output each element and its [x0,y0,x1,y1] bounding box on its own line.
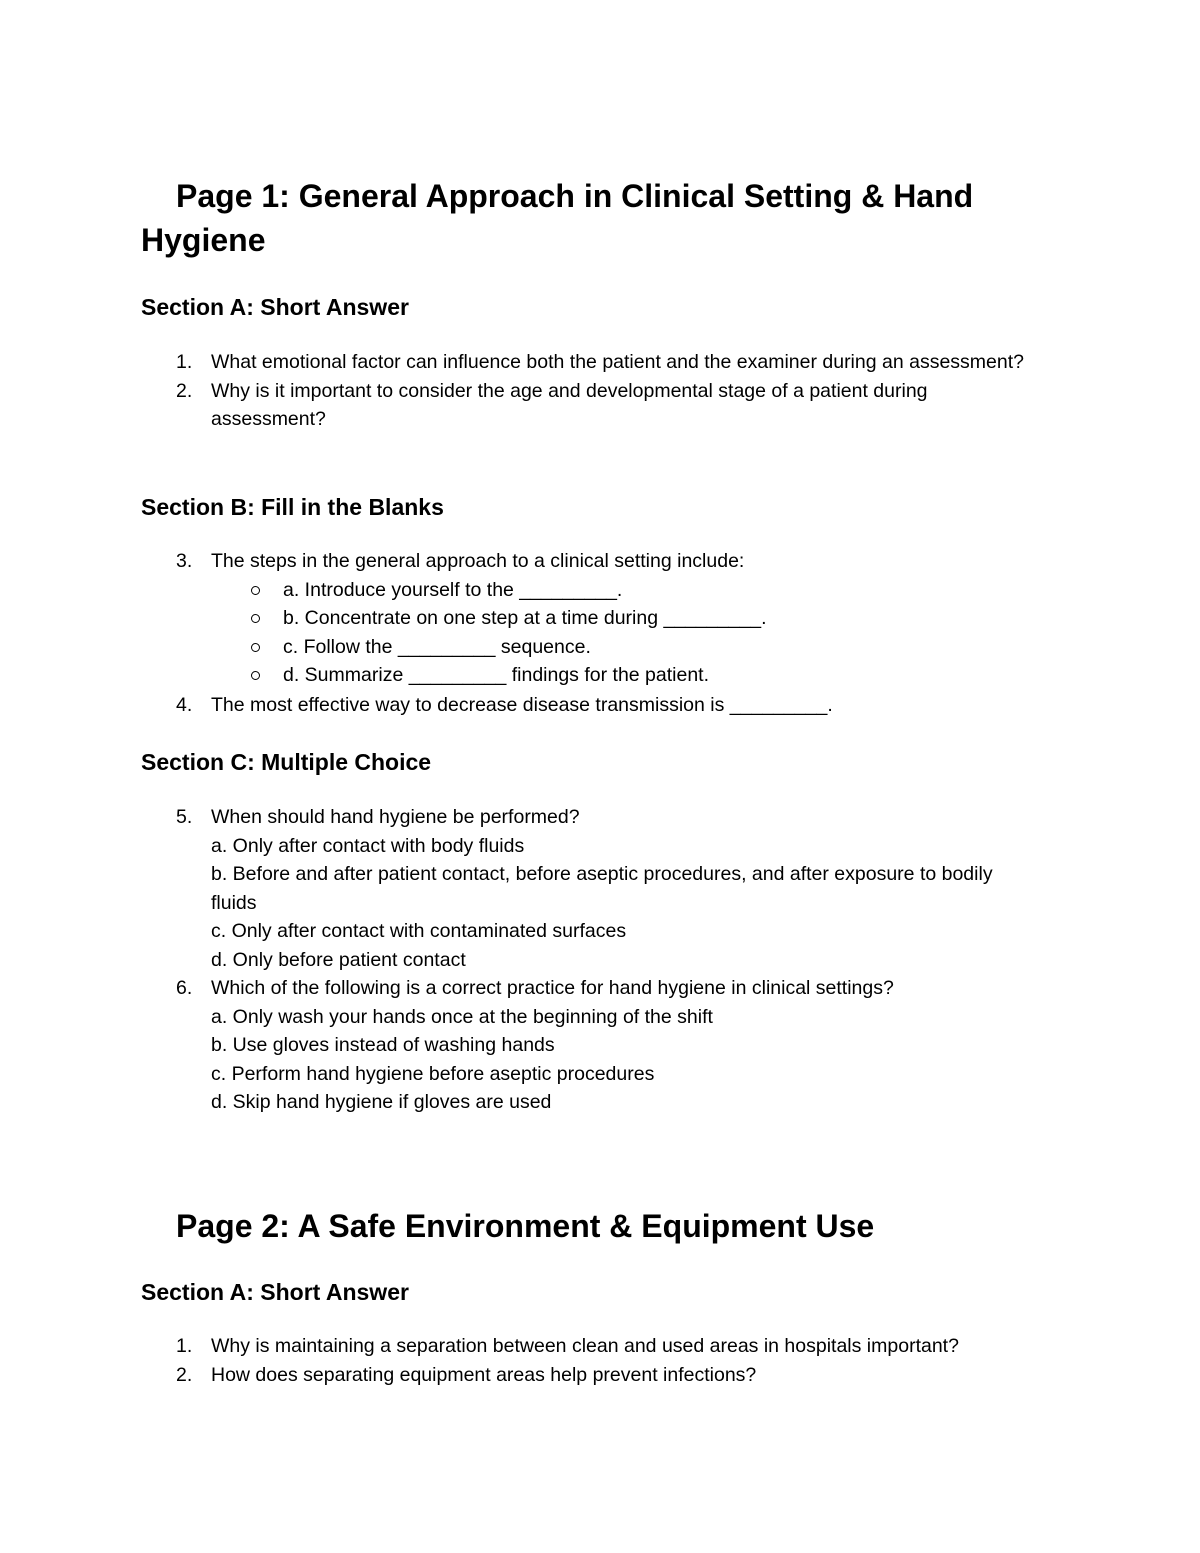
hollow-bullet-icon [251,614,260,623]
question-3 [141,547,1041,576]
page1-section-b-list [141,547,1041,719]
question-5 [141,803,1041,974]
question-number: 1. [176,351,193,373]
page1-section-c-list [141,803,1041,1117]
option-c: c. Perform hand hygiene before aseptic procedures [211,1062,655,1085]
question-4 [141,691,1041,720]
page2-section-a-heading: Section A: Short Answer [141,1279,409,1305]
blank-item-c [141,633,1041,662]
question-number: 3. [176,550,193,572]
page1-title: Page 1: General Approach in Clinical Setting & Hand Hygiene [141,178,974,258]
question-text: Why is maintaining a separation between clean and used areas in hospitals important? [211,1335,959,1357]
blank-item-text: b. Concentrate on one step at a time during _________. [283,607,767,629]
option-a: a. Only wash your hands once at the beginning of the shift [211,1005,713,1028]
page1-section-b-heading: Section B: Fill in the Blanks [141,494,444,520]
question-number: 4. [176,693,193,716]
question-number: 1. [176,1335,193,1357]
blank-item-a [141,576,1041,605]
page1-section-a-list [141,348,1041,434]
question-text: What emotional factor can influence both the patient and the examiner during an assessment? [211,351,1024,373]
question-text: When should hand hygiene be performed? [211,806,580,828]
page2-question-2 [141,1361,1041,1390]
question-number: 2. [176,379,193,402]
question-2 [141,377,1041,434]
question-number: 6. [176,977,193,999]
blank-item-text: a. Introduce yourself to the _________. [283,578,623,601]
question-6 [141,974,1041,1117]
option-b: b. Use gloves instead of washing hands [211,1034,555,1056]
option-c: c. Only after contact with contaminated surfaces [211,920,627,942]
question-1 [141,348,1041,377]
blank-item-b [141,604,1041,633]
page2-question-1 [141,1332,1041,1361]
blank-item-text: d. Summarize _________ findings for the patient. [283,664,710,686]
page2-section-a-list [141,1332,1041,1389]
question-text: The most effective way to decrease disease transmission is _________. [211,693,833,716]
option-a: a. Only after contact with body fluids [211,834,525,857]
option-b: b. Before and after patient contact, before aseptic procedures, and after exposure to bodily fluids [211,863,993,914]
question-text: Why is it important to consider the age and developmental stage of a patient during assessment? [211,379,928,430]
page2-title: Page 2: A Safe Environment & Equipment Use [176,1208,875,1244]
blank-item-d [141,661,1041,690]
question-text: The steps in the general approach to a clinical setting include: [211,550,745,572]
question-text: How does separating equipment areas help prevent infections? [211,1363,757,1386]
option-d: d. Skip hand hygiene if gloves are used [211,1091,552,1113]
question-text: Which of the following is a correct practice for hand hygiene in clinical settings? [211,977,894,999]
question-number: 2. [176,1363,193,1386]
question-number: 5. [176,806,193,828]
option-d: d. Only before patient contact [211,948,466,971]
page1-section-c-heading: Section C: Multiple Choice [141,749,432,775]
hollow-bullet-icon [251,586,260,595]
hollow-bullet-icon [251,671,260,680]
hollow-bullet-icon [251,643,260,652]
blank-item-text: c. Follow the _________ sequence. [283,635,591,658]
page1-section-a-heading: Section A: Short Answer [141,294,409,320]
